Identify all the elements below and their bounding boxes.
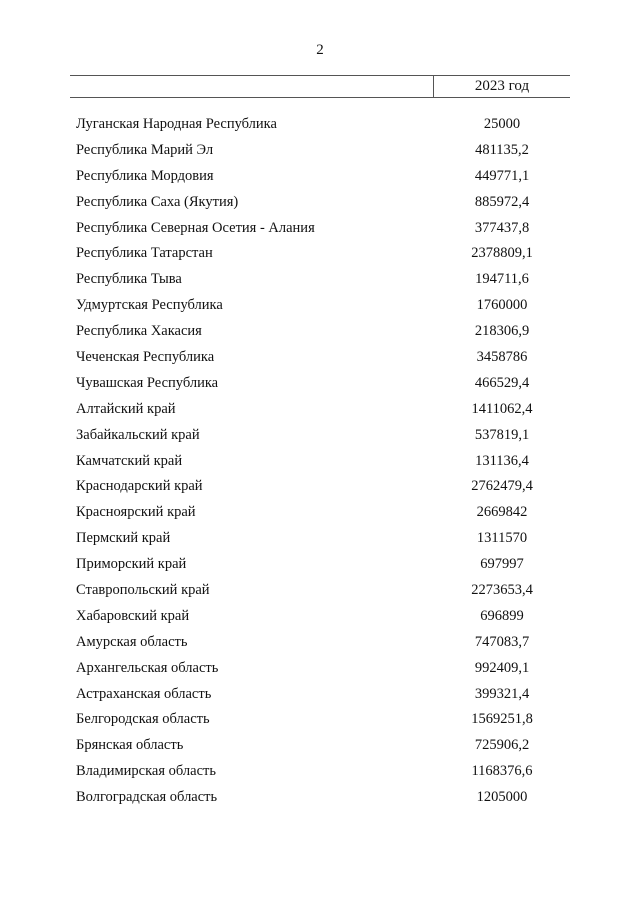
table-row [76, 140, 570, 166]
table-row [76, 321, 570, 347]
table-row [76, 658, 570, 684]
table-row [76, 787, 570, 813]
region-name: Республика Марий Эл [76, 141, 214, 158]
region-value: 1205000 [476, 789, 528, 806]
region-value: 131136,4 [475, 452, 529, 469]
region-name: Архангельская область [76, 659, 219, 676]
region-value: 466529,4 [474, 374, 530, 391]
region-value: 1760000 [476, 297, 528, 314]
region-name: Республика Северная Осетия - Алания [76, 219, 315, 236]
table-body [76, 114, 570, 813]
table-row [76, 709, 570, 735]
table-row [76, 554, 570, 580]
region-name: Республика Саха (Якутия) [76, 193, 239, 210]
region-value: 218306,9 [474, 323, 530, 340]
region-value: 697997 [480, 556, 524, 573]
region-name: Краснодарский край [76, 478, 203, 495]
table-row [76, 735, 570, 761]
table-header [70, 75, 570, 98]
region-name: Чеченская Республика [76, 349, 215, 366]
region-value: 537819,1 [474, 426, 530, 443]
region-name: Астраханская область [76, 685, 212, 702]
region-value: 885972,4 [474, 193, 530, 210]
table-row [76, 347, 570, 373]
region-value: 1411062,4 [471, 400, 533, 417]
region-value: 747083,7 [474, 633, 530, 650]
table-row [76, 528, 570, 554]
region-name: Удмуртская Республика [76, 297, 223, 314]
region-name: Чувашская Республика [76, 374, 219, 391]
table-row [76, 425, 570, 451]
table-row [76, 632, 570, 658]
table-row [76, 295, 570, 321]
region-value: 2378809,1 [471, 245, 533, 262]
table-row [76, 114, 570, 140]
page-number: 2 [316, 42, 324, 58]
table-row [76, 192, 570, 218]
region-name: Луганская Народная Республика [76, 116, 277, 132]
table-row [76, 399, 570, 425]
table-row [76, 476, 570, 502]
region-name: Республика Тыва [76, 271, 182, 288]
region-value: 992409,1 [474, 659, 530, 676]
region-name: Приморский край [76, 556, 187, 573]
region-value: 1311570 [476, 530, 528, 547]
region-name: Забайкальский край [76, 426, 200, 443]
region-name: Алтайский край [76, 400, 176, 417]
table-row [76, 606, 570, 632]
region-value: 2762479,4 [471, 478, 533, 495]
table-row [76, 269, 570, 295]
table-row [76, 502, 570, 528]
table-row [76, 373, 570, 399]
region-name: Красноярский край [76, 504, 196, 521]
region-value: 449771,1 [474, 167, 530, 184]
region-name: Владимирская область [76, 763, 216, 780]
table-row [76, 761, 570, 787]
region-name: Республика Татарстан [76, 245, 213, 262]
region-name: Белгородская область [76, 711, 210, 728]
region-name: Республика Мордовия [76, 167, 214, 184]
region-value: 1168376,6 [471, 763, 533, 780]
region-value: 1569251,8 [471, 711, 533, 728]
region-name: Амурская область [76, 633, 188, 650]
region-name: Камчатский край [76, 452, 183, 469]
year-column-header: 2023 год [474, 78, 530, 94]
table-row [76, 166, 570, 192]
region-value: 25000 [483, 116, 521, 132]
region-value: 696899 [480, 607, 524, 624]
region-value: 725906,2 [474, 737, 530, 754]
region-name: Волгоградская область [76, 789, 218, 806]
region-value: 2669842 [476, 504, 528, 521]
region-name: Хабаровский край [76, 607, 190, 624]
region-name: Республика Хакасия [76, 323, 202, 340]
region-value: 2273653,4 [471, 582, 533, 599]
region-value: 194711,6 [475, 271, 529, 288]
region-name: Ставропольский край [76, 582, 210, 599]
table-row [76, 218, 570, 244]
table-row [76, 684, 570, 710]
region-name: Пермский край [76, 530, 171, 547]
table-row [76, 243, 570, 269]
region-value: 481135,2 [475, 141, 529, 158]
table-row [76, 451, 570, 477]
table-row [76, 580, 570, 606]
region-value: 399321,4 [474, 685, 530, 702]
region-value: 3458786 [476, 349, 528, 366]
region-name: Брянская область [76, 737, 184, 754]
region-value: 377437,8 [474, 219, 530, 236]
